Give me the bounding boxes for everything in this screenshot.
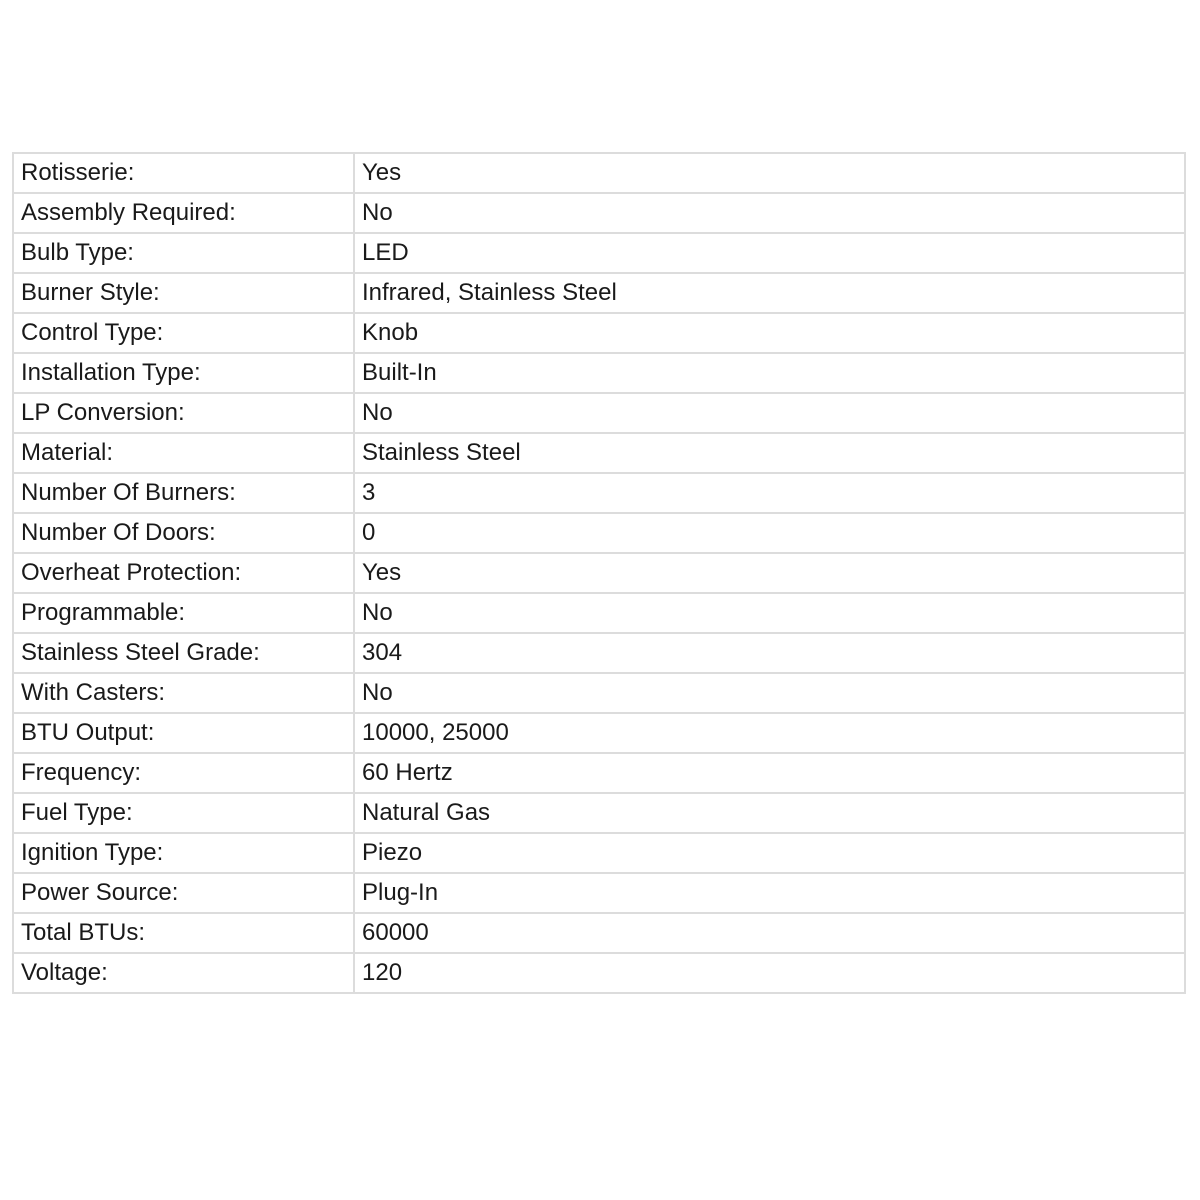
- spec-row-number-of-burners: [13, 473, 1185, 513]
- spec-row-with-casters: [13, 673, 1185, 713]
- spec-row-installation-type: [13, 353, 1185, 393]
- spec-label: With Casters:: [13, 673, 354, 713]
- spec-row-number-of-doors: [13, 513, 1185, 553]
- spec-label: Installation Type:: [13, 353, 354, 393]
- spec-value: 0: [354, 513, 1185, 553]
- spec-label: Ignition Type:: [13, 833, 354, 873]
- spec-label: LP Conversion:: [13, 393, 354, 433]
- spec-value: No: [354, 393, 1185, 433]
- spec-row-material: [13, 433, 1185, 473]
- spec-row-overheat-protection: [13, 553, 1185, 593]
- spec-value: Yes: [354, 153, 1185, 193]
- spec-label: Fuel Type:: [13, 793, 354, 833]
- spec-value: No: [354, 193, 1185, 233]
- spec-row-rotisserie: [13, 153, 1185, 193]
- spec-label: Control Type:: [13, 313, 354, 353]
- spec-row-bulb-type: [13, 233, 1185, 273]
- spec-row-btu-output: [13, 713, 1185, 753]
- spec-label: Total BTUs:: [13, 913, 354, 953]
- spec-label: Frequency:: [13, 753, 354, 793]
- spec-value: Natural Gas: [354, 793, 1185, 833]
- spec-row-power-source: [13, 873, 1185, 913]
- spec-row-fuel-type: [13, 793, 1185, 833]
- spec-label: Number Of Doors:: [13, 513, 354, 553]
- spec-value: No: [354, 593, 1185, 633]
- spec-label: Rotisserie:: [13, 153, 354, 193]
- spec-row-lp-conversion: [13, 393, 1185, 433]
- spec-value: Yes: [354, 553, 1185, 593]
- spec-value: 120: [354, 953, 1185, 993]
- specifications-table: [12, 152, 1186, 994]
- spec-row-total-btus: [13, 913, 1185, 953]
- spec-value: Piezo: [354, 833, 1185, 873]
- spec-label: Stainless Steel Grade:: [13, 633, 354, 673]
- spec-row-control-type: [13, 313, 1185, 353]
- spec-label: Voltage:: [13, 953, 354, 993]
- spec-value: 60000: [354, 913, 1185, 953]
- spec-row-stainless-steel-grade: [13, 633, 1185, 673]
- spec-value: Knob: [354, 313, 1185, 353]
- spec-value: Stainless Steel: [354, 433, 1185, 473]
- spec-label: Programmable:: [13, 593, 354, 633]
- spec-row-voltage: [13, 953, 1185, 993]
- spec-value: LED: [354, 233, 1185, 273]
- spec-value: 60 Hertz: [354, 753, 1185, 793]
- spec-value: Infrared, Stainless Steel: [354, 273, 1185, 313]
- spec-row-ignition-type: [13, 833, 1185, 873]
- spec-value: 3: [354, 473, 1185, 513]
- spec-label: Power Source:: [13, 873, 354, 913]
- spec-row-burner-style: [13, 273, 1185, 313]
- spec-label: Assembly Required:: [13, 193, 354, 233]
- spec-label: Bulb Type:: [13, 233, 354, 273]
- spec-row-assembly-required: [13, 193, 1185, 233]
- spec-row-programmable: [13, 593, 1185, 633]
- spec-label: Material:: [13, 433, 354, 473]
- spec-value: Plug-In: [354, 873, 1185, 913]
- specifications-table-body: [13, 153, 1185, 993]
- spec-label: Number Of Burners:: [13, 473, 354, 513]
- spec-label: Overheat Protection:: [13, 553, 354, 593]
- spec-value: 304: [354, 633, 1185, 673]
- spec-value: 10000, 25000: [354, 713, 1185, 753]
- spec-label: BTU Output:: [13, 713, 354, 753]
- spec-value: No: [354, 673, 1185, 713]
- spec-label: Burner Style:: [13, 273, 354, 313]
- spec-row-frequency: [13, 753, 1185, 793]
- spec-value: Built-In: [354, 353, 1185, 393]
